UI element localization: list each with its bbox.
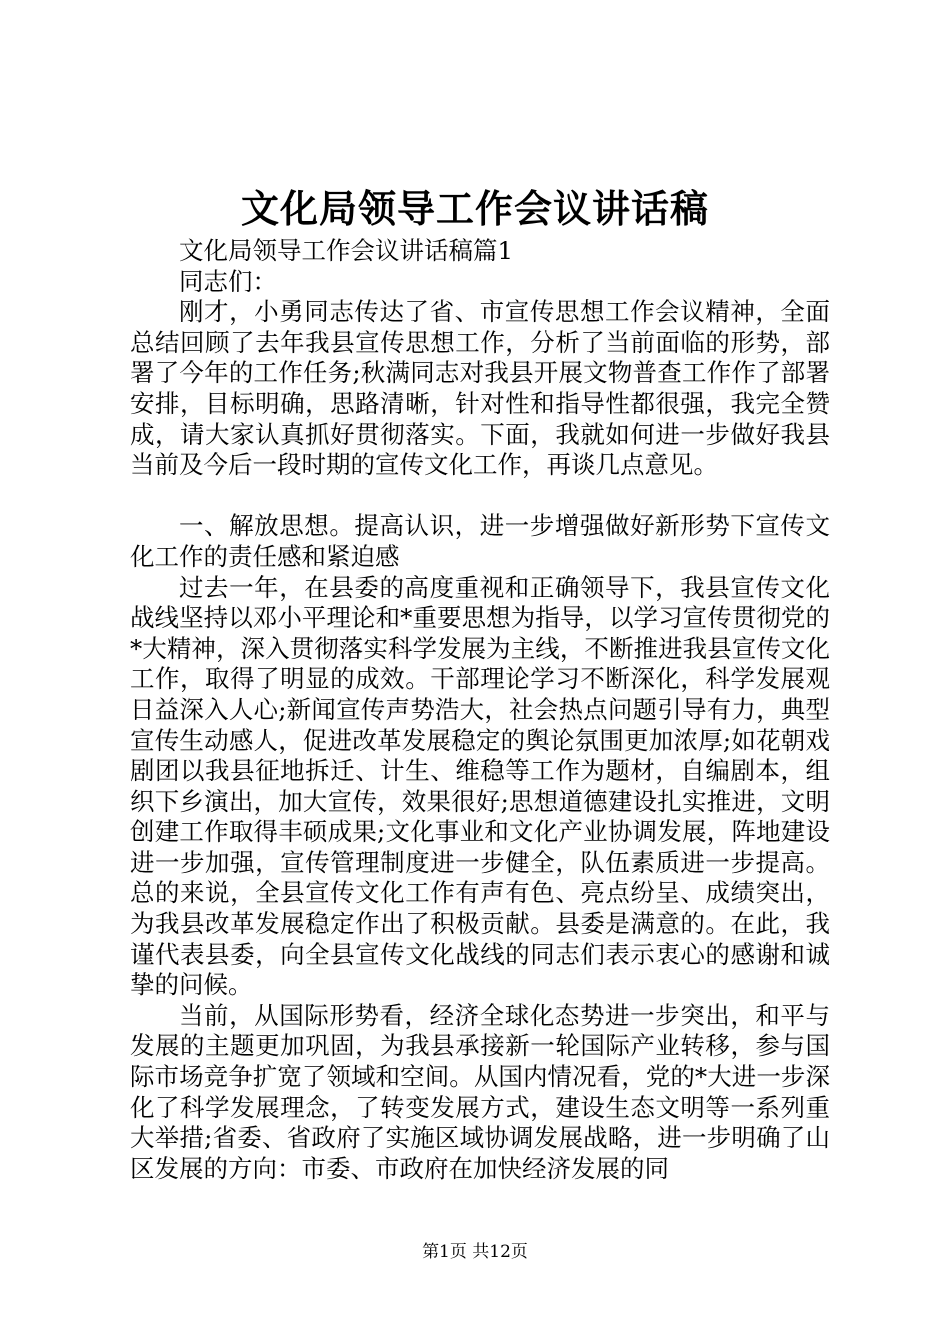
page-number: 第1页 共12页: [422, 1242, 528, 1262]
paragraph-review: 过去一年，在县委的高度重视和正确领导下，我县宣传文化战线坚持以邓小平理论和*重要思想为指导，以学习宣传贯彻党的*大精神，深入贯彻落实科学发展为主线，不断推进我县宣传文化工作，取得了明显的成效。干部理论学习不断深化，科学发展观日益深入人心;新闻宣传声势浩大，社会热点问题引导有力，典型宣传生动感人，促进改革发展稳定的舆论氛围更加浓厚;如花朝戏剧团以我县征地拆迁、计生、维稳等工作为题材，自编剧本，组织下乡演出，加大宣传，效果很好;思想道德建设扎实推进，文明创建工作取得丰硕成果;文化事业和文化产业协调发展，阵地建设进一步加强，宣传管理制度进一步健全，队伍素质进一步提高。总的来说，全县宣传文化工作有声有色、亮点纷呈、成绩突出，为我县改革发展稳定作出了积极贡献。县委是满意的。在此，我谨代表县委，向全县宣传文化战线的同志们表示衷心的感谢和诚挚的问候。: [130, 572, 830, 1000]
section-heading: 文化局领导工作会议讲话稿篇1: [179, 236, 514, 265]
paragraph-point-one-heading: 一、解放思想。提高认识，进一步增强做好新形势下宣传文化工作的责任感和紧迫感: [130, 511, 830, 571]
salutation: 同志们：: [179, 266, 277, 296]
document-body: [130, 236, 830, 1184]
paragraph-intro: 刚才，小勇同志传达了省、市宣传思想工作会议精神，全面总结回顾了去年我县宣传思想工作，分析了当前面临的形势，部署了今年的工作任务;秋满同志对我县开展文物普查工作作了部署安排，目标明确，思路清晰，针对性和指导性都很强，我完全赞成，请大家认真抓好贯彻落实。下面，我就如何进一步做好我县当前及今后一段时期的宣传文化工作，再谈几点意见。: [130, 297, 830, 480]
document-title: 文化局领导工作会议讲话稿: [240, 186, 709, 231]
paragraph-situation: 当前，从国际形势看，经济全球化态势进一步突出，和平与发展的主题更加巩固，为我县承接新一轮国际产业转移，参与国际市场竞争扩宽了领域和空间。从国内情况看，党的*大进一步深化了科学发展理念，了转变发展方式，建设生态文明等一系列重大举措;省委、省政府了实施区域协调发展战略，进一步明确了山区发展的方向：市委、市政府在加快经济发展的同: [130, 1000, 830, 1183]
